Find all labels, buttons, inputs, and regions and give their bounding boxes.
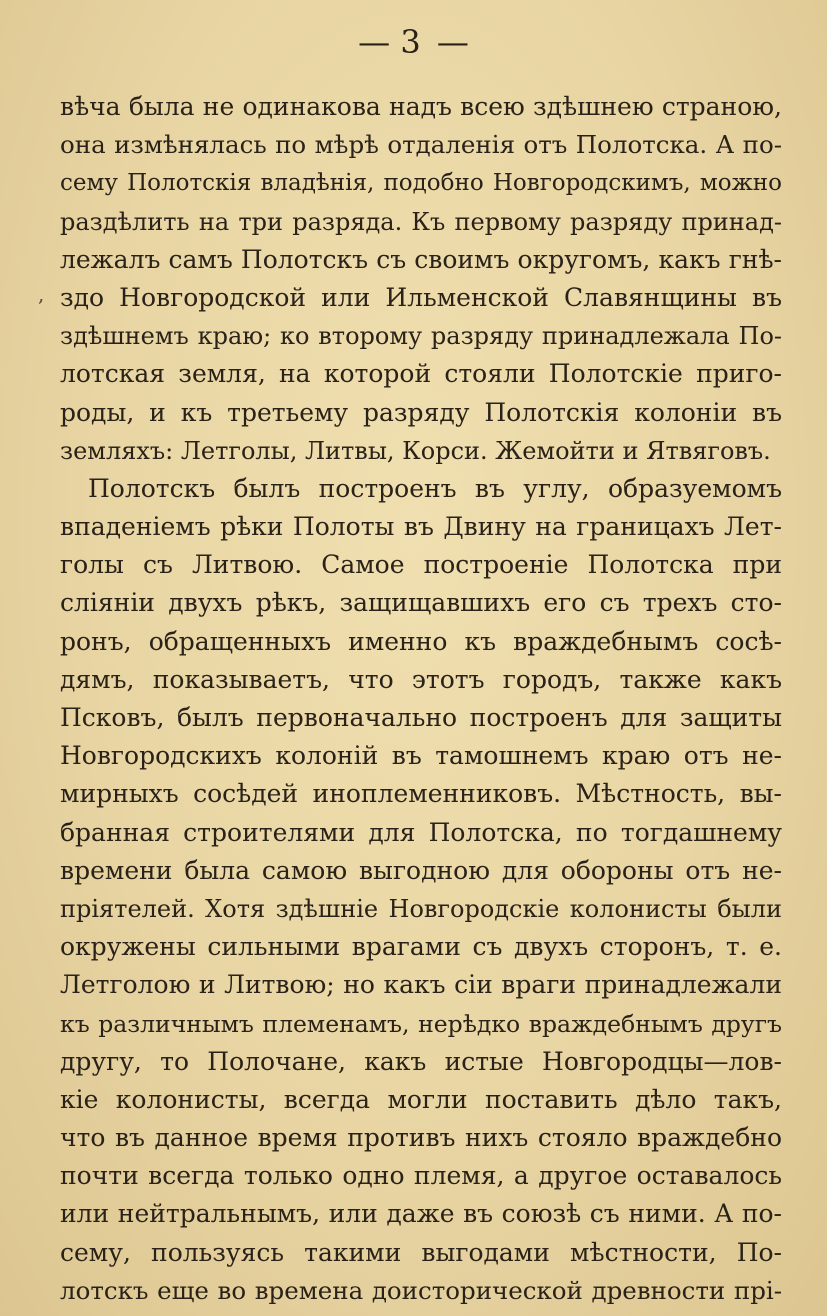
page-number-value: 3 [400, 23, 427, 61]
page-number: — 3 — [358, 23, 469, 61]
text-line-19: мирныхъ сосѣдей иноплеменниковъ. Мѣстность, вы- [60, 779, 782, 809]
text-line-1: вѣча была не одинакова надъ всею здѣшнею страною, [60, 92, 782, 121]
text-line-24: Летголою и Литвою; но какъ сіи враги принадлежали [60, 970, 782, 1000]
text-line-14: сліяніи двухъ рѣкъ, защищавшихъ его съ трехъ сто- [60, 588, 782, 618]
text-line-30: или нейтральнымъ, или даже въ союзѣ съ ними. А по- [60, 1199, 782, 1229]
text-line-8: лотская земля, на которой стояли Полотскіе приго- [60, 359, 782, 389]
text-line-12: впаденіемъ рѣки Полоты въ Двину на границахъ Лет- [60, 512, 782, 542]
text-line-3: сему Полотскія владѣнія, подобно Новгородскимъ, можно [60, 170, 782, 197]
body-text [60, 88, 782, 1310]
text-line-15: ронъ, обращенныхъ именно къ враждебнымъ сосѣ- [60, 626, 782, 656]
text-line-18: Новгородскихъ колоній въ тамошнемъ краю отъ не- [60, 741, 782, 771]
text-line-25: къ различнымъ племенамъ, нерѣдко враждебнымъ другъ [60, 1009, 782, 1038]
text-line-21: времени была самою выгодною для обороны отъ не- [60, 855, 782, 885]
text-line-5: лежалъ самъ Полотскъ съ своимъ округомъ, какъ гнѣ- [60, 244, 782, 274]
stray-ink-mark: , [38, 282, 45, 306]
text-line-9: роды, и къ третьему разряду Полотскія колоніи въ [60, 397, 782, 427]
text-line-11: Полотскъ былъ построенъ въ углу, образуемомъ [88, 473, 782, 503]
text-line-6: здо Новгородской или Ильменской Славянщины въ [60, 282, 782, 312]
text-line-23: окружены сильными врагами съ двухъ сторонъ, т. е. [60, 932, 782, 962]
text-line-13: голы съ Литвою. Самое построеніе Полотска при [60, 550, 782, 580]
text-line-28: что въ данное время противъ нихъ стояло враждебно [60, 1123, 782, 1153]
text-line-22: пріятелей. Хотя здѣшніе Новгородскіе колонисты были [60, 894, 782, 923]
text-line-10: земляхъ: Летголы, Литвы, Корси. Жемойти и Ятвяговъ. [60, 436, 771, 465]
text-line-2: она измѣнялась по мѣрѣ отдаленія отъ Полотска. А по- [60, 130, 782, 160]
text-line-20: бранная строителями для Полотска, по тогдашнему [60, 817, 782, 847]
text-line-16: дямъ, показываетъ, что этотъ городъ, также какъ [60, 664, 782, 694]
text-line-26: другу, то Полочане, какъ истые Новгородцы—лов- [60, 1046, 782, 1076]
text-line-17: Псковъ, былъ первоначально построенъ для защиты [60, 703, 782, 732]
text-line-31: сему, пользуясь такими выгодами мѣстности, По- [60, 1237, 782, 1267]
text-line-32: лотскъ еще во времена доисторической древности прі- [60, 1275, 782, 1305]
text-line-4: раздѣлить на три разряда. Къ первому разряду принад- [60, 207, 782, 236]
text-line-27: кіе колонисты, всегда могли поставить дѣло такъ, [60, 1084, 782, 1114]
text-line-29: почти всегда только одно племя, а другое оставалось [60, 1161, 782, 1191]
text-line-7: здѣшнемъ краю; ко второму разряду принадлежала По- [60, 322, 782, 351]
